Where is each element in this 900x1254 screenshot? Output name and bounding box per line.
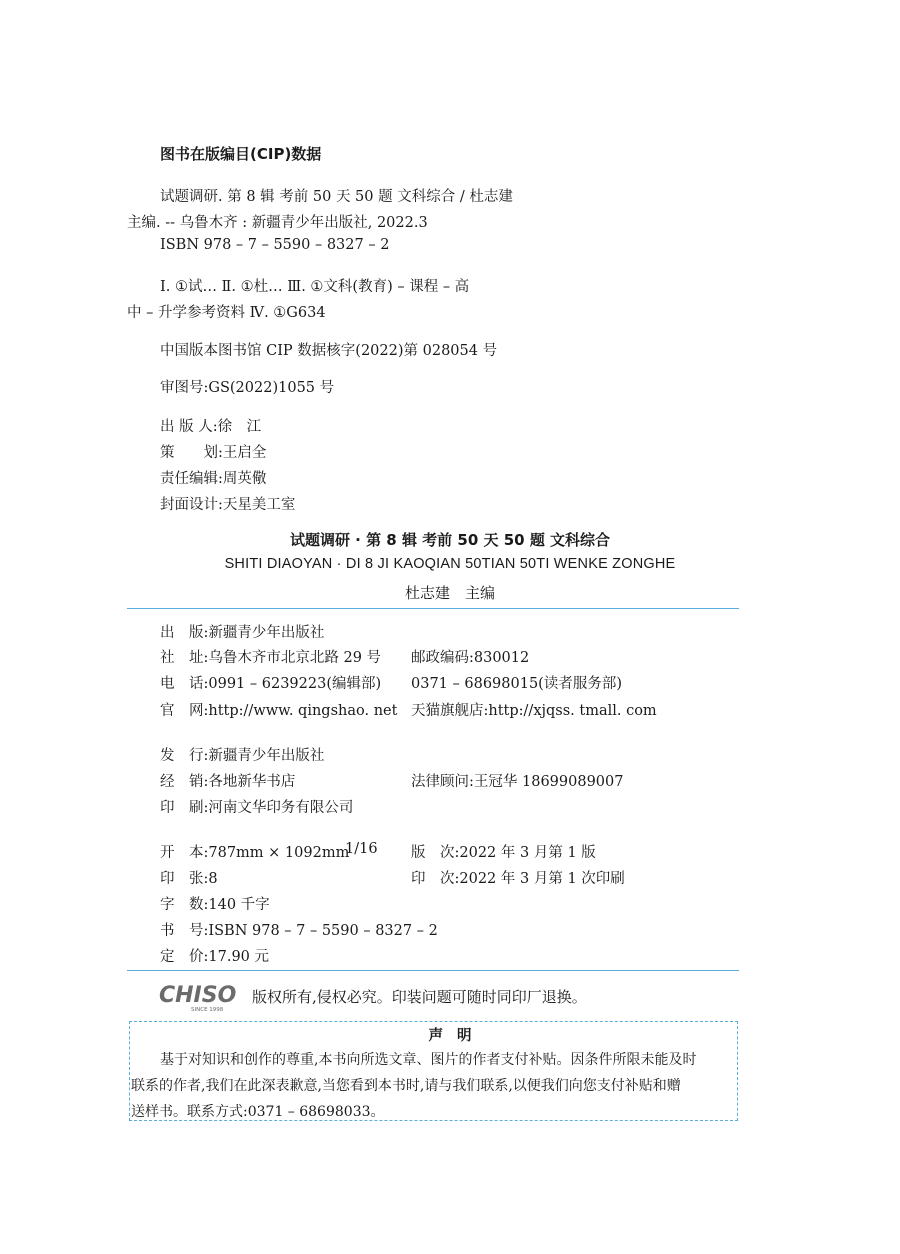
cip-line-isbn: ISBN 978 – 7 – 5590 – 8327 – 2 bbox=[160, 237, 390, 253]
divider-top bbox=[127, 608, 739, 609]
detail-sheets: 印 张:8 bbox=[160, 871, 218, 887]
detail-tmall-store: 天猫旗舰店:http://xjqss. tmall. com bbox=[411, 703, 657, 719]
detail-format-fraction: 1/16 bbox=[345, 841, 378, 857]
detail-isbn: 书 号:ISBN 978 – 7 – 5590 – 8327 – 2 bbox=[160, 923, 438, 939]
cip-line-classification: Ⅰ. ①试… Ⅱ. ①杜… Ⅲ. ①文科(教育) – 课程 – 高 bbox=[160, 279, 470, 295]
detail-impression: 印 次:2022 年 3 月第 1 次印刷 bbox=[411, 871, 625, 887]
notice-line-2: 联系的作者,我们在此深表歉意,当您看到本书时,请与我们联系,以便我们向您支付补贴和赠 bbox=[131, 1078, 681, 1094]
detail-publisher: 出 版:新疆青少年出版社 bbox=[160, 625, 325, 641]
detail-seller: 经 销:各地新华书店 bbox=[160, 774, 296, 790]
cip-line-map-review: 审图号:GS(2022)1055 号 bbox=[160, 380, 335, 396]
cip-line-planner: 策 划:王启全 bbox=[160, 445, 267, 461]
notice-title: 声明 bbox=[428, 1028, 486, 1044]
cip-heading: 图书在版编目(CIP)数据 bbox=[160, 145, 322, 163]
cip-line-publisher-person: 出 版 人:徐 江 bbox=[160, 419, 262, 435]
detail-price: 定 价:17.90 元 bbox=[160, 949, 270, 965]
publication-author: 杜志建 主编 bbox=[404, 584, 495, 602]
logo-since: SINCE 1998 bbox=[191, 1007, 224, 1013]
detail-format: 开 本:787mm × 1092mm bbox=[160, 845, 350, 861]
cip-line-title: 试题调研. 第 8 辑 考前 50 天 50 题 文科综合 / 杜志建 bbox=[160, 189, 513, 205]
cip-line-editor: 主编. -- 乌鲁木齐 : 新疆青少年出版社, 2022.3 bbox=[127, 215, 428, 231]
cip-line-cover-design: 封面设计:天星美工室 bbox=[160, 497, 296, 513]
notice-line-1: 基于对知识和创作的尊重,本书向所选文章、图片的作者支付补贴。因条件所限未能及时 bbox=[160, 1052, 697, 1068]
divider-bottom bbox=[127, 970, 739, 971]
detail-website: 官 网:http://www. qingshao. net bbox=[160, 703, 398, 719]
chiso-logo bbox=[158, 981, 252, 1013]
cip-line-data-number: 中国版本图书馆 CIP 数据核字(2022)第 028054 号 bbox=[160, 343, 498, 359]
publication-title: 试题调研 · 第 8 辑 考前 50 天 50 题 文科综合 bbox=[289, 531, 611, 549]
detail-phone-reader-service: 0371 – 68698015(读者服务部) bbox=[411, 676, 622, 692]
publication-pinyin: SHITI DIAOYAN · DI 8 JI KAOQIAN 50TIAN 50TI WENKE ZONGHE bbox=[224, 556, 676, 572]
copyright-notice: 版权所有,侵权必究。印装问题可随时同印厂退换。 bbox=[252, 988, 587, 1006]
detail-address: 社 址:乌鲁木齐市北京北路 29 号 bbox=[160, 650, 382, 666]
detail-printer: 印 刷:河南文华印务有限公司 bbox=[160, 800, 354, 816]
logo-text: CHISO bbox=[159, 983, 237, 1008]
cip-line-classification-cont: 中 – 升学参考资料 Ⅳ. ①G634 bbox=[127, 305, 326, 321]
detail-edition: 版 次:2022 年 3 月第 1 版 bbox=[411, 845, 596, 861]
detail-postcode: 邮政编码:830012 bbox=[411, 650, 530, 666]
detail-word-count: 字 数:140 千字 bbox=[160, 897, 270, 913]
detail-phone: 电 话:0991 – 6239223(编辑部) bbox=[160, 676, 382, 692]
cip-line-editor-in-charge: 责任编辑:周英儆 bbox=[160, 471, 267, 487]
detail-legal-advisor: 法律顾问:王冠华 18699089007 bbox=[411, 774, 624, 790]
detail-distributor: 发 行:新疆青少年出版社 bbox=[160, 748, 325, 764]
notice-line-3: 送样书。联系方式:0371 – 68698033。 bbox=[131, 1104, 385, 1120]
